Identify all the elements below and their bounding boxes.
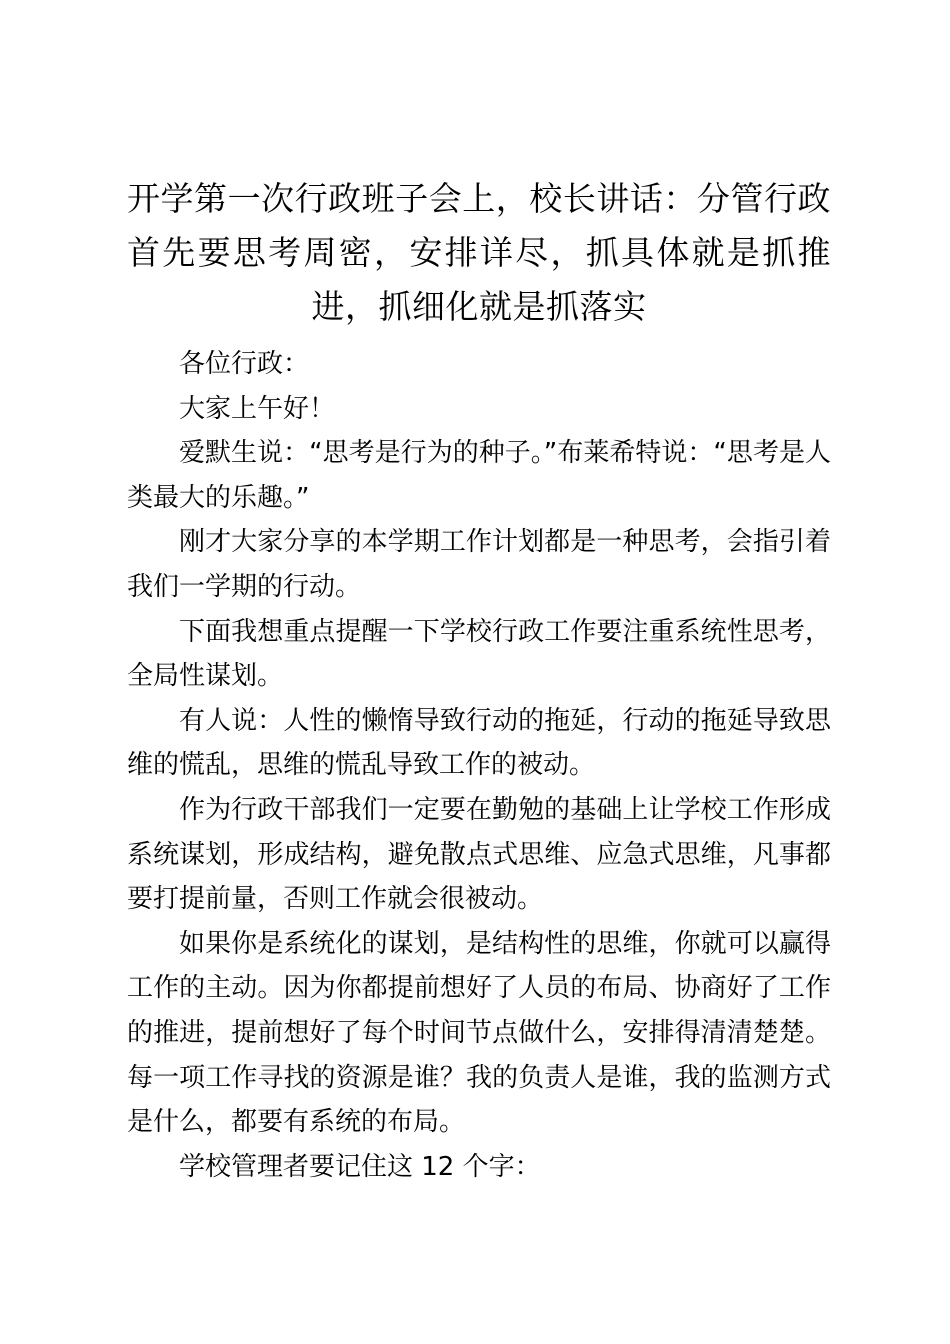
paragraph-work-plan: 刚才大家分享的本学期工作计划都是一种思考，会指引着我们一学期的行动。 [127,527,831,602]
paragraph-cadres: 作为行政干部我们一定要在勤勉的基础上让学校工作形成系统谋划，形成结构，避免散点式思维、应急式思维，凡事都要打提前量，否则工作就会很被动。 [127,794,831,915]
paragraph-good-morning: 大家上午好！ [179,393,336,424]
document-page [127,172,831,1189]
document-body [127,342,831,1189]
paragraph-systematic-planning: 如果你是系统化的谋划，是结构性的思维，你就可以赢得工作的主动。因为你都提前想好了人员的布局、协商好了工作的推进，提前想好了每个时间节点做什么，安排得清清楚楚。每一项工作寻找的资源是谁？我的负责人是谁，我的监测方式是什么，都要有系统的布局。 [127,928,831,1138]
paragraph-quotes: 爱默生说：“思考是行为的种子。”布莱希特说：“思考是人类最大的乐趣。” [127,438,831,513]
paragraph-twelve-words: 学校管理者要记住这 12 个字： [179,1151,541,1182]
paragraph-laziness: 有人说：人性的懒惰导致行动的拖延，行动的拖延导致思维的慌乱，思维的慌乱导致工作的被动。 [127,705,831,781]
paragraph-greeting: 各位行政： [179,349,310,379]
document-title: 开学第一次行政班子会上，校长讲话：分管行政首先要思考周密，安排详尽，抓具体就是抓推进，抓细化就是抓落实 [127,179,831,326]
paragraph-reminder: 下面我想重点提醒一下学校行政工作要注重系统性思考，全局性谋划。 [127,616,831,692]
